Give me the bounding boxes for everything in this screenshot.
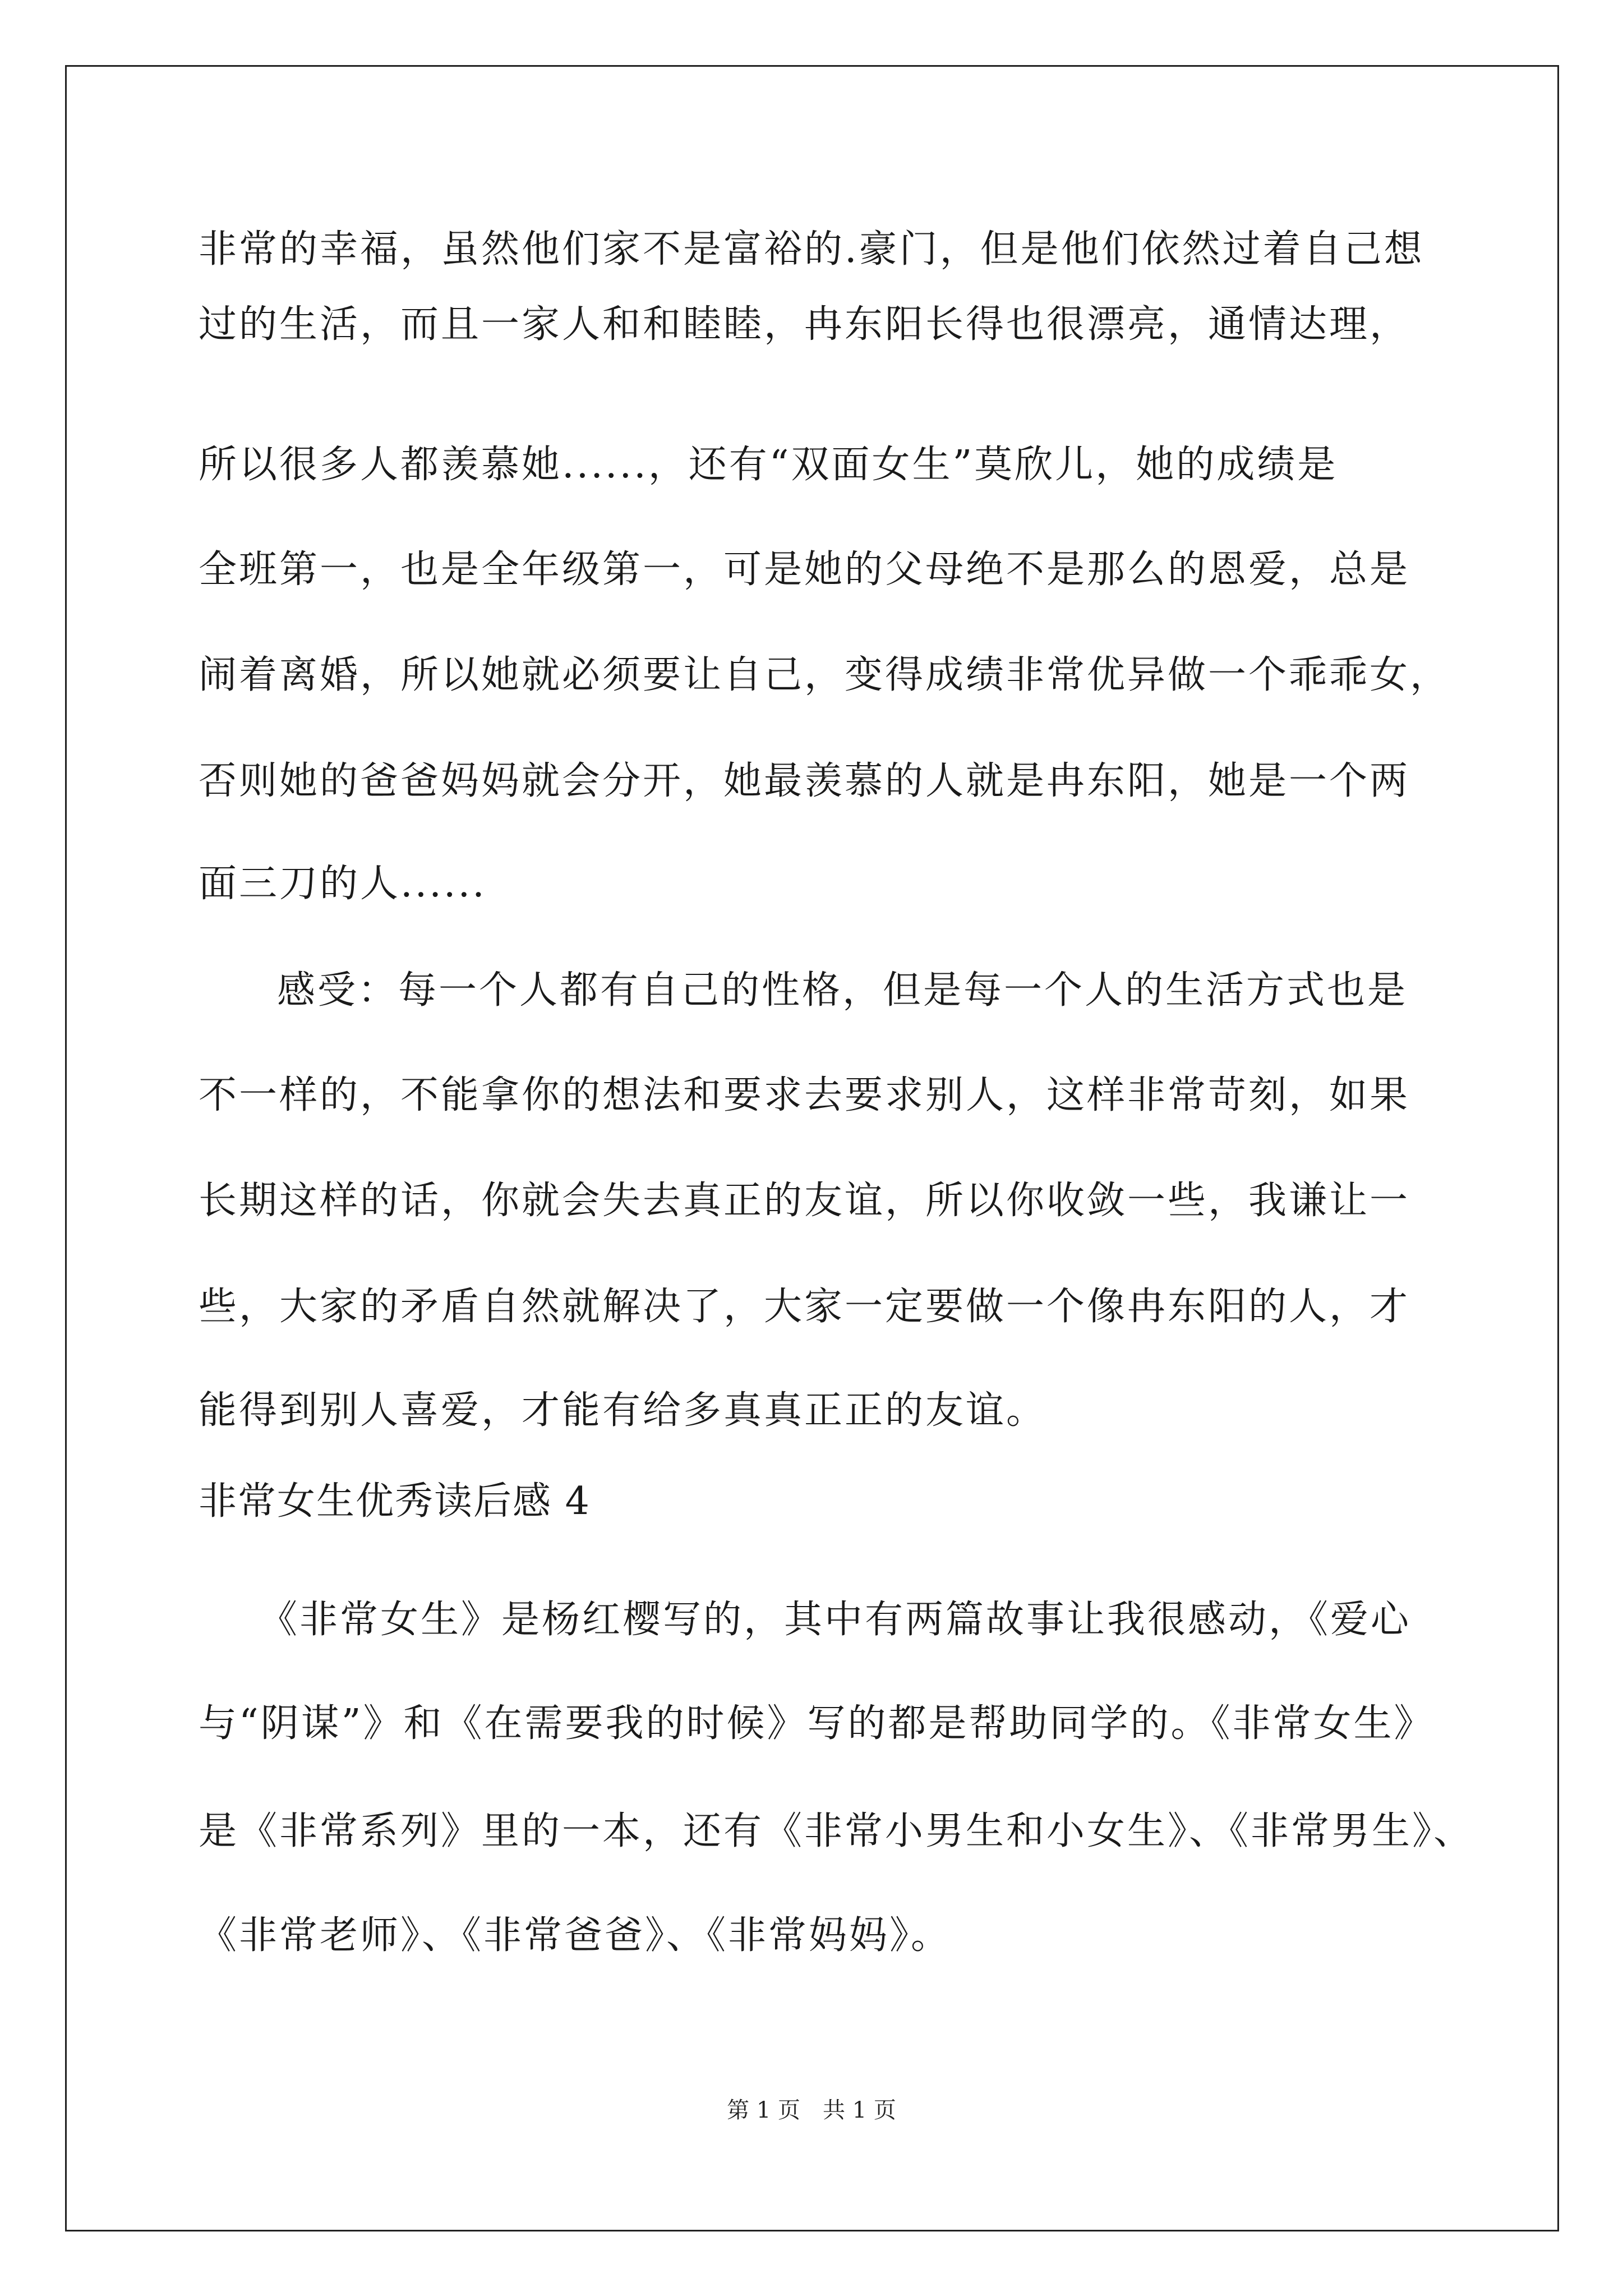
section-heading: 非常女生优秀读后感 4 — [199, 1479, 591, 1524]
paragraph-line: 闹着离婚，所以她就必须要让自己，变得成绩非常优异做一个乖乖女， — [199, 653, 1451, 697]
paragraph-line: 些，大家的矛盾自然就解决了，大家一定要做一个像冉东阳的人，才 — [199, 1285, 1410, 1329]
page-footer: 第 1 页 共 1 页 — [727, 2097, 896, 2123]
paragraph-line: 否则她的爸爸妈妈就会分开，她最羡慕的人就是冉东阳，她是一个两 — [199, 759, 1410, 803]
paragraph-line: 是《非常系列》里的一本，还有《非常小男生和小女生》、《非常男生》、 — [199, 1809, 1474, 1853]
paragraph-line: 长期这样的话，你就会失去真正的友谊，所以你收敛一些，我谦让一 — [199, 1179, 1410, 1223]
paragraph-line: 非常的幸福，虽然他们家不是富裕的.豪门，但是他们依然过着自己想 — [199, 227, 1424, 272]
paragraph-line: 过的生活，而且一家人和和睦睦，冉东阳长得也很漂亮，通情达理， — [199, 302, 1410, 347]
paragraph-line: 《非常老师》、《非常爸爸》、《非常妈妈》。 — [199, 1913, 952, 1958]
paragraph-line: 《非常女生》是杨红樱写的，其中有两篇故事让我很感动，《爱心 — [259, 1598, 1412, 1642]
paragraph-line: 与“阴谋”》和《在需要我的时候》写的都是帮助同学的。《非常女生》 — [199, 1701, 1435, 1746]
paragraph-line: 不一样的，不能拿你的想法和要求去要求别人，这样非常苛刻，如果 — [199, 1073, 1410, 1117]
paragraph-line: 能得到别人喜爱，才能有给多真真正正的友谊。 — [199, 1388, 1047, 1433]
page-frame — [65, 65, 1559, 2231]
paragraph-line: 所以很多人都羡慕她......，还有“双面女生”莫欣儿，她的成绩是 — [199, 443, 1338, 487]
paragraph-line: 面三刀的人...... — [199, 862, 487, 906]
paragraph-line: 全班第一，也是全年级第一，可是她的父母绝不是那么的恩爱，总是 — [199, 547, 1410, 592]
paragraph-line: 感受：每一个人都有自己的性格，但是每一个人的生活方式也是 — [277, 968, 1408, 1013]
